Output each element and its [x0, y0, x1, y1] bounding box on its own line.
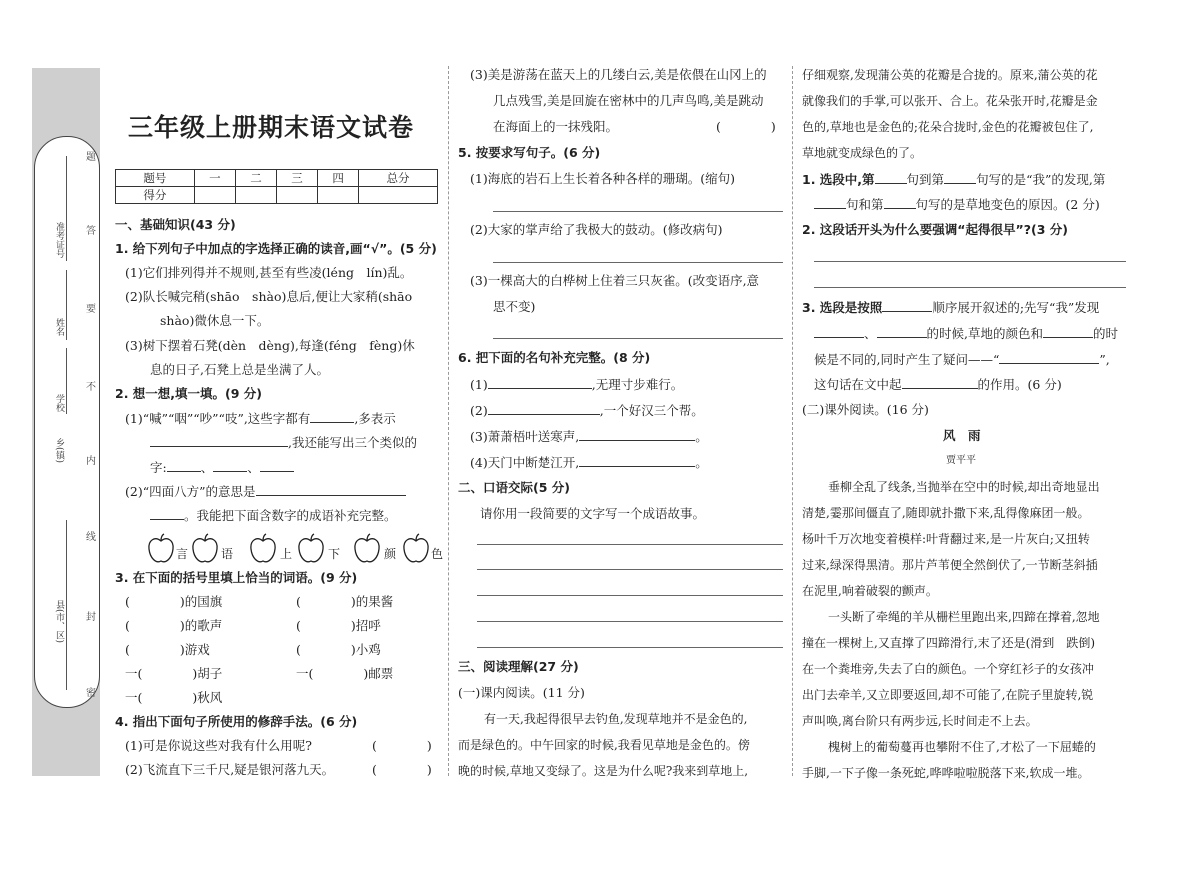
q3-item[interactable]: 一( )秋风	[125, 690, 223, 705]
answer-blank[interactable]	[213, 459, 247, 472]
seal-char: 题	[86, 152, 96, 163]
question-2-1	[125, 410, 396, 427]
section-2-question: 请你用一段简要的文字写一个成语故事。	[480, 506, 706, 521]
idiom-char: 言	[176, 547, 189, 561]
story-line: 撞在一棵树上,又直撑了四蹄滑行,末了还是(滑到 跌倒)	[802, 636, 1095, 650]
q3-item[interactable]: ( )的国旗	[125, 594, 223, 609]
story-title: 风 雨	[943, 428, 981, 443]
question-5: 5. 按要求写句子。(6 分)	[458, 145, 601, 160]
answer-blank[interactable]	[884, 196, 916, 209]
story-line: 在一个粪堆旁,失去了白的颜色。一个穿红衫子的女孩冲	[802, 662, 1094, 676]
q3-item[interactable]: ( )招呼	[296, 618, 381, 633]
question-4-1: (1)可是你说这些对我有什么用呢?	[125, 738, 312, 753]
seal-char: 要	[86, 304, 96, 315]
idiom-char: 语	[221, 547, 234, 561]
answer-blank[interactable]	[260, 459, 294, 472]
question-6-3	[470, 428, 708, 445]
story-line: 一头断了牵绳的羊从栅栏里跑出来,四蹄在撑着,忽地	[828, 610, 1100, 624]
apple-icon[interactable]	[401, 533, 431, 565]
answer-blank[interactable]	[902, 376, 978, 389]
answer-blank[interactable]	[256, 483, 406, 496]
reading-q3-line2	[814, 325, 1118, 342]
answer-blank[interactable]	[875, 171, 907, 184]
reading-q3-text: 候是不同的,同时产生了疑问——“	[814, 352, 1000, 367]
score-cell[interactable]	[235, 187, 276, 204]
section-3-part-1: (一)课内阅读。(11 分)	[458, 685, 585, 700]
q6-2-label: (2)	[470, 403, 488, 418]
apple-icon[interactable]	[146, 533, 176, 565]
period: 。	[695, 429, 708, 444]
passage-line: 色的,草地也是金色的;花朵合拢时,金色的花瓣被包住了,	[802, 120, 1094, 134]
question-1: 1. 给下列句子中加点的字选择正确的读音,画“√”。(5 分)	[115, 241, 437, 256]
answer-blank[interactable]	[814, 196, 846, 209]
reading-q1-text: 1. 选段中,第	[802, 172, 875, 187]
answer-line[interactable]	[493, 262, 783, 263]
answer-blank[interactable]	[944, 171, 976, 184]
answer-line[interactable]	[477, 647, 783, 648]
answer-blank[interactable]	[882, 299, 932, 312]
score-cell[interactable]	[276, 187, 317, 204]
question-4-2: (2)飞流直下三千尺,疑是银河落九天。	[125, 762, 335, 777]
story-line: 槐树上的葡萄蔓再也攀附不住了,才松了一下屈蜷的	[828, 740, 1096, 754]
question-1-3-cont: 息的日子,石凳上总是坐满了人。	[150, 362, 329, 377]
reading-q1	[802, 171, 1105, 188]
apple-icon[interactable]	[248, 533, 278, 565]
question-4: 4. 指出下面句子所使用的修辞手法。(6 分)	[115, 714, 358, 729]
question-1-1: (1)它们排列得并不规则,甚至有些凌(léng lín)乱。	[125, 265, 413, 280]
field-line	[66, 348, 67, 414]
seal-char: 线	[86, 532, 96, 543]
question-2-1-line2	[150, 434, 417, 451]
score-header-cell: 题号	[116, 170, 195, 187]
reading-q3-text: 3. 选段是按照	[802, 300, 883, 315]
answer-line[interactable]	[493, 211, 783, 212]
question-2-2	[125, 483, 406, 500]
field-exam-number: 准考证号	[54, 222, 64, 258]
answer-blank[interactable]	[310, 410, 354, 423]
separator: 、	[247, 460, 260, 475]
q3-item[interactable]: ( )的果酱	[296, 594, 394, 609]
reading-q1-text: 句到第	[906, 172, 945, 187]
field-county: 县(市、区)	[54, 600, 64, 644]
reading-q2: 2. 这段话开头为什么要强调“起得很早”?(3 分)	[802, 222, 1068, 237]
answer-blank[interactable]	[579, 428, 695, 441]
apple-icon[interactable]	[352, 533, 382, 565]
answer-line[interactable]	[814, 261, 1126, 262]
question-6: 6. 把下面的名句补充完整。(8 分)	[458, 350, 651, 365]
idiom-char: 上	[280, 547, 293, 561]
seal-char: 不	[86, 382, 96, 393]
q3-item[interactable]: ( )小鸡	[296, 642, 381, 657]
story-author: 贾平平	[946, 455, 976, 466]
question-3: 3. 在下面的括号里填上恰当的词语。(9 分)	[115, 570, 358, 585]
story-line: 手脚,一下子像一条死蛇,哗哗啦啦脱落下来,软成一堆。	[802, 766, 1090, 780]
seal-char: 内	[86, 456, 96, 467]
field-name: 姓名	[54, 318, 64, 336]
apple-icon[interactable]	[190, 533, 220, 565]
answer-blank[interactable]	[167, 459, 201, 472]
question-6-1	[470, 376, 683, 393]
question-1-3: (3)树下摆着石凳(dèn dèng),每逢(féng fèng)休	[125, 338, 415, 353]
question-4-3-cont: 几点残雪,美是回旋在密林中的几声鸟鸣,美是跳动	[493, 93, 764, 108]
idiom-char: 色	[431, 547, 444, 561]
reading-q3-text: 顺序展开叙述的;先写“我”发现	[932, 300, 1100, 315]
q6-3-text: (3)萧萧梧叶送寒声,	[470, 429, 580, 444]
field-school: 学校	[54, 394, 64, 412]
answer-line[interactable]	[814, 287, 1126, 288]
answer-paren[interactable]: ( )	[372, 762, 432, 777]
question-2-1-text2: ,我还能写出三个类似的	[288, 435, 417, 450]
q6-1-end: ,无理寸步难行。	[591, 377, 684, 392]
question-6-4	[470, 454, 708, 471]
q6-1-label: (1)	[470, 377, 488, 392]
question-1-2-cont: shào)微休息一下。	[160, 313, 270, 328]
question-2-1-line3	[150, 459, 294, 476]
question-2-2-text2: 。我能把下面含数字的成语补充完整。	[184, 508, 397, 523]
reading-q3	[802, 299, 1099, 316]
question-1-2: (2)队长喊完稍(shāo shào)息后,便让大家稍(shāo	[125, 289, 413, 304]
separator: 、	[200, 460, 214, 475]
score-header-cell: 四	[318, 170, 359, 187]
story-line: 声叫唤,离台阶只有两步远,长时间走不上去。	[802, 714, 1038, 728]
score-row-label: 得分	[116, 187, 195, 204]
question-5-1: (1)海底的岩石上生长着各种各样的珊瑚。(缩句)	[470, 171, 735, 186]
section-3-heading: 三、阅读理解(27 分)	[458, 659, 579, 674]
answer-blank[interactable]	[150, 434, 288, 447]
story-line: 在泥里,响着破裂的颤声。	[802, 584, 938, 598]
answer-line[interactable]	[477, 621, 783, 622]
question-2-1-text-end: ,多表示	[354, 411, 396, 426]
score-header-cell: 二	[235, 170, 276, 187]
section-3-part-2: (二)课外阅读。(16 分)	[802, 402, 929, 417]
answer-blank[interactable]	[877, 325, 927, 338]
answer-blank[interactable]	[579, 454, 695, 467]
question-5-3: (3)一棵高大的白桦树上住着三只灰雀。(改变语序,意	[470, 273, 760, 288]
reading-q3-text: ”,	[1099, 352, 1110, 367]
question-4-3: (3)美是游荡在蓝天上的几缕白云,美是依偎在山冈上的	[470, 67, 767, 82]
section-1-heading: 一、基础知识(43 分)	[115, 217, 236, 232]
reading-q3-text: 的时候,草地的颜色和	[926, 326, 1043, 341]
idiom-char: 颜	[384, 547, 397, 561]
column-divider	[448, 66, 449, 776]
seal-char: 答	[86, 226, 96, 237]
score-table	[115, 169, 438, 204]
answer-blank[interactable]	[488, 402, 600, 415]
period: 。	[695, 455, 708, 470]
passage-line: 有一天,我起得很早去钓鱼,发现草地并不是金色的,	[484, 712, 748, 726]
q3-item[interactable]: ( )游戏	[125, 642, 210, 657]
idiom-char: 下	[328, 547, 341, 561]
question-2-1-text3: 字:	[150, 460, 167, 475]
question-5-3-cont: 思不变)	[493, 299, 536, 314]
question-2: 2. 想一想,填一填。(9 分)	[115, 386, 263, 401]
score-header-cell: 总分	[359, 170, 438, 187]
answer-blank[interactable]	[1043, 325, 1093, 338]
q3-item[interactable]: 一( )胡子	[125, 666, 223, 681]
answer-line[interactable]	[477, 595, 783, 596]
score-header-cell: 一	[194, 170, 235, 187]
reading-q3-line4	[814, 376, 1062, 393]
story-line: 垂柳全乱了线条,当抛举在空中的时候,却出奇地显出	[828, 480, 1100, 494]
q3-item[interactable]: 一( )邮票	[296, 666, 394, 681]
reading-q1-text: 句写的是“我”的发现,第	[976, 172, 1106, 187]
story-line: 清楚,霎那间僵直了,随即就扑撒下来,乱得像麻团一般。	[802, 506, 1090, 520]
score-cell[interactable]	[194, 187, 235, 204]
reading-q3-text: 这句话在文中起	[814, 377, 902, 392]
section-2-heading: 二、口语交际(5 分)	[458, 480, 570, 495]
answer-blank[interactable]	[814, 325, 864, 338]
reading-q1-line2	[814, 196, 1100, 213]
answer-paren[interactable]: ( )	[372, 738, 432, 753]
question-2-2-line2	[150, 507, 397, 524]
reading-q3-text: 、	[864, 326, 877, 341]
answer-blank[interactable]	[488, 376, 592, 389]
field-line	[66, 520, 67, 690]
question-6-2	[470, 402, 704, 419]
passage-line: 就像我们的手掌,可以张开、合上。花朵张开时,花瓣是金	[802, 94, 1098, 108]
passage-line: 仔细观察,发现蒲公英的花瓣是合拢的。原来,蒲公英的花	[802, 68, 1098, 82]
field-line	[66, 270, 67, 340]
passage-line: 而是绿色的。中午回家的时候,我看见草地是金色的。傍	[458, 738, 750, 752]
answer-line[interactable]	[477, 569, 783, 570]
reading-q1-text: 句写的是草地变色的原因。(2 分)	[915, 197, 1100, 212]
reading-q3-text: 的作用。(6 分)	[977, 377, 1062, 392]
question-2-1-text: (1)“喊”“咽”“吵”“吱”,这些字都有	[125, 411, 311, 426]
answer-line[interactable]	[477, 544, 783, 545]
column-divider	[792, 66, 793, 776]
q6-2-end: ,一个好汉三个帮。	[599, 403, 704, 418]
story-line: 杨叶千万次地变着模样:叶背翻过来,是一片灰白;又扭转	[802, 532, 1090, 546]
reading-q1-text: 句和第	[846, 197, 884, 212]
question-4-3-cont: 在海面上的一抹残阳。	[493, 119, 619, 134]
passage-line: 草地就变成绿色的了。	[802, 146, 923, 160]
score-cell[interactable]	[318, 187, 359, 204]
answer-blank[interactable]	[150, 507, 184, 520]
field-line	[66, 156, 67, 261]
score-header-cell: 三	[276, 170, 317, 187]
question-5-2: (2)大家的掌声给了我极大的鼓动。(修改病句)	[470, 222, 723, 237]
q3-item[interactable]: ( )的歌声	[125, 618, 223, 633]
answer-blank[interactable]	[999, 351, 1099, 364]
apple-icon[interactable]	[296, 533, 326, 565]
page-title: 三年级上册期末语文试卷	[128, 113, 415, 142]
reading-q3-text: 的时	[1093, 326, 1119, 341]
answer-paren[interactable]: ( )	[716, 119, 776, 134]
seal-char: 密	[86, 688, 96, 699]
answer-line[interactable]	[493, 338, 783, 339]
q6-4-text: (4)天门中断楚江开,	[470, 455, 580, 470]
reading-q3-line3	[814, 351, 1110, 368]
passage-line: 晚的时候,草地又变绿了。这是为什么呢?我来到草地上,	[458, 764, 749, 778]
story-line: 出门去牵羊,又立即要返回,却不可能了,在院子里旋转,锐	[802, 688, 1094, 702]
question-2-2-text: (2)“四面八方”的意思是	[125, 484, 256, 499]
story-line: 过来,绿深得黑清。那片芦苇便全然倒伏了,一节断茎斜插	[802, 558, 1098, 572]
field-town: 乡(镇)	[54, 438, 64, 464]
score-cell[interactable]	[359, 187, 438, 204]
seal-char: 封	[86, 612, 96, 623]
